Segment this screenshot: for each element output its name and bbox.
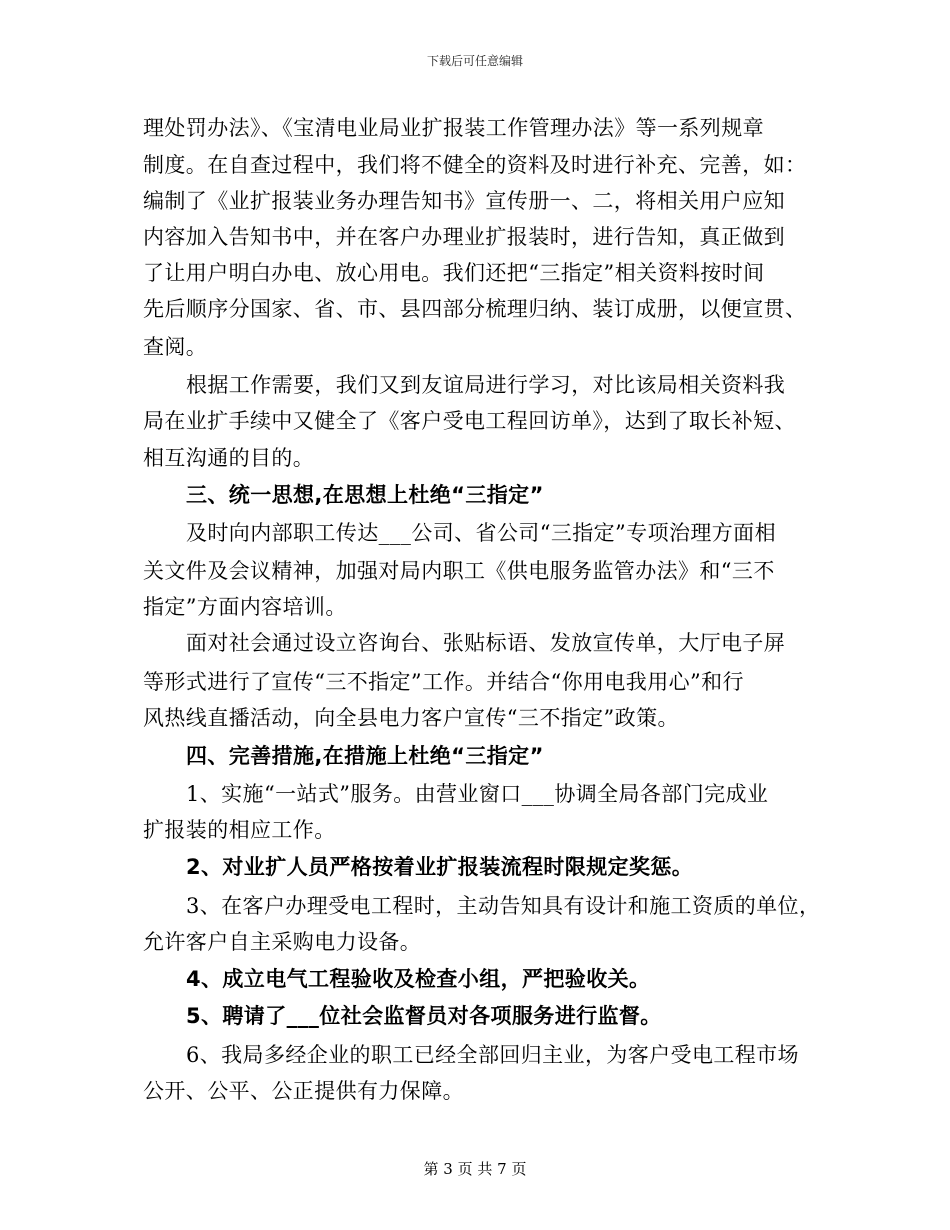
list-item-5: 5、聘请了___位社会监督员对各项服务进行监督。 [186, 1004, 662, 1028]
body-line: 等形式进行了宣传“三不指定”工作。并结合“你用电我用心”和行 [143, 670, 744, 694]
list-item-4: 4、成立电气工程验收及检查小组，严把验收关。 [186, 967, 651, 991]
paragraph-start-line: 面对社会通过设立咨询台、张贴标语、发放宣传单，大厅电子屏 [186, 631, 786, 655]
body-line: 相互沟通的目的。 [143, 446, 315, 470]
body-line: 扩报装的相应工作。 [143, 818, 336, 842]
body-line: 指定”方面内容培训。 [143, 595, 347, 619]
body-line: 允许客户自主采购电力设备。 [143, 930, 422, 954]
body-line: 内容加入告知书中，并在客户办理业扩报装时，进行告知，真正做到 [143, 225, 785, 249]
body-line: 关文件及会议精神，加强对局内职工《供电服务监管办法》和“三不 [143, 559, 775, 583]
body-line: 先后顺序分国家、省、市、县四部分梳理归纳、装订成册，以便宣贯、 [143, 297, 807, 321]
body-line: 公开、公平、公正提供有力保障。 [143, 1079, 464, 1103]
body-line: 理处罚办法》、《宝清电业局业扩报装工作管理办法》等一系列规章 [143, 116, 764, 140]
body-line: 了让用户明白办电、放心用电。我们还把“三指定”相关资料按时间 [143, 261, 765, 285]
section-heading-3: 三、统一思想,在思想上杜绝“三指定” [186, 483, 544, 507]
list-item-6: 6、我局多经企业的职工已经全部回归主业，为客户受电工程市场 [186, 1043, 799, 1067]
paragraph-start-line: 及时向内部职工传达___公司、省公司“三指定”专项治理方面相 [186, 521, 776, 545]
list-item-3: 3、在客户办理受电工程时，主动告知具有设计和施工资质的单位， [186, 894, 821, 918]
body-line: 查阅。 [143, 335, 208, 359]
body-line: 局在业扩手续中又健全了《客户受电工程回访单》，达到了取长补短、 [143, 409, 796, 433]
section-heading-4: 四、完善措施,在措施上杜绝“三指定” [186, 744, 544, 768]
list-item-2: 2、对业扩人员严格按着业扩报装流程时限规定奖惩。 [186, 855, 694, 879]
body-line: 风热线直播活动，向全县电力客户宣传“三不指定”政策。 [143, 706, 679, 730]
page-number: 第 3 页 共 7 页 [423, 1160, 527, 1178]
list-item-1: 1、实施“一站式”服务。由营业窗口___协调全局各部门完成业 [186, 782, 769, 806]
page-header-note: 下载后可任意编辑 [426, 54, 523, 68]
body-line: 制度。在自查过程中，我们将不健全的资料及时进行补充、完善，如： [143, 153, 807, 177]
body-line: 编制了《业扩报装业务办理告知书》宣传册一、二，将相关用户应知 [143, 189, 785, 213]
paragraph-start-line: 根据工作需要，我们又到友谊局进行学习，对比该局相关资料我 [186, 373, 786, 397]
